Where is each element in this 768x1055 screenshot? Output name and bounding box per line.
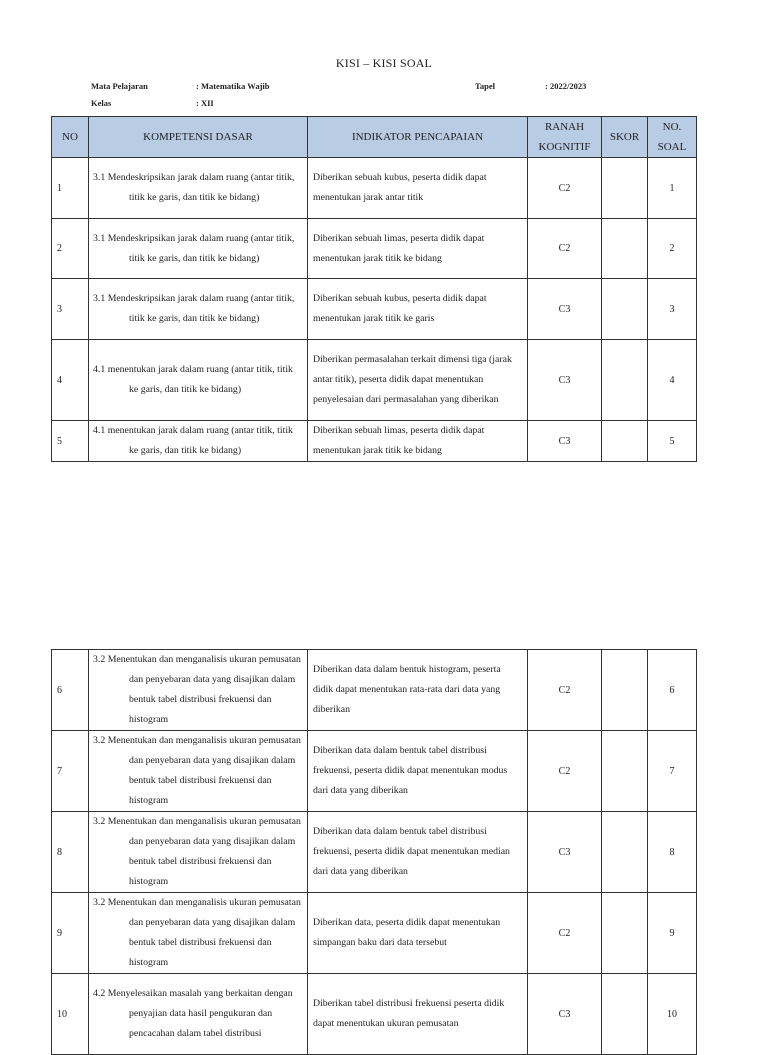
cell-no: 7: [52, 731, 89, 812]
cell-ranah: C3: [528, 812, 602, 893]
table-row: [52, 340, 697, 421]
cell-skor: [602, 421, 648, 462]
cell-indikator: Diberikan sebuah kubus, peserta didik dapat menentukan jarak antar titik: [308, 158, 528, 219]
table-row: [52, 974, 697, 1055]
cell-no-soal: 8: [648, 812, 697, 893]
header-indikator: INDIKATOR PENCAPAIAN: [308, 117, 528, 158]
year-label: Tapel: [475, 81, 496, 91]
cell-no: 1: [52, 158, 89, 219]
class-value: : XII: [196, 98, 214, 108]
table-row: [52, 731, 697, 812]
cell-kompetensi: 3.2 Menentukan dan menganalisis ukuran pemusatan dan penyebaran data yang disajikan dalam bentuk tabel distribusi frekuensi dan histogram: [89, 650, 308, 731]
cell-skor: [602, 650, 648, 731]
document-title: KISI – KISI SOAL: [335, 56, 433, 70]
table-row: [52, 158, 697, 219]
cell-kompetensi: 3.2 Menentukan dan menganalisis ukuran pemusatan dan penyebaran data yang disajikan dalam bentuk tabel distribusi frekuensi dan histogram: [89, 893, 308, 974]
cell-ranah: C2: [528, 893, 602, 974]
table-row: [52, 893, 697, 974]
cell-indikator: Diberikan tabel distribusi frekuensi peserta didik dapat menentukan ukuran pemusatan: [308, 974, 528, 1055]
table-row: [52, 421, 697, 462]
cell-no-soal: 2: [648, 219, 697, 279]
cell-no: 2: [52, 219, 89, 279]
cell-ranah: C3: [528, 421, 602, 462]
grid-table-page-2: [51, 649, 697, 1055]
cell-indikator: Diberikan data dalam bentuk tabel distribusi frekuensi, peserta didik dapat menentukan median dari data yang diberikan: [308, 812, 528, 893]
cell-no: 8: [52, 812, 89, 893]
class-label: Kelas: [91, 98, 112, 108]
year-value: : 2022/2023: [545, 81, 587, 91]
cell-ranah: C3: [528, 340, 602, 421]
cell-kompetensi: 4.1 menentukan jarak dalam ruang (antar titik, titik ke garis, dan titik ke bidang): [89, 421, 308, 462]
cell-ranah: C2: [528, 650, 602, 731]
cell-ranah: C2: [528, 219, 602, 279]
cell-no-soal: 4: [648, 340, 697, 421]
cell-no: 6: [52, 650, 89, 731]
cell-indikator: Diberikan data, peserta didik dapat menentukan simpangan baku dari data tersebut: [308, 893, 528, 974]
cell-no-soal: 5: [648, 421, 697, 462]
header-no: NO: [52, 117, 89, 158]
header-ranah-kognitif: RANAH KOGNITIF: [528, 117, 602, 158]
cell-kompetensi: 3.1 Mendeskripsikan jarak dalam ruang (antar titik, titik ke garis, dan titik ke bidang): [89, 279, 308, 340]
cell-no: 5: [52, 421, 89, 462]
cell-skor: [602, 158, 648, 219]
cell-no-soal: 3: [648, 279, 697, 340]
cell-no-soal: 9: [648, 893, 697, 974]
cell-no: 3: [52, 279, 89, 340]
header-skor: SKOR: [602, 117, 648, 158]
cell-kompetensi: 3.2 Menentukan dan menganalisis ukuran pemusatan dan penyebaran data yang disajikan dalam bentuk tabel distribusi frekuensi dan histogram: [89, 731, 308, 812]
cell-skor: [602, 731, 648, 812]
cell-skor: [602, 279, 648, 340]
table-row: [52, 812, 697, 893]
grid-table-page-1: [51, 116, 697, 462]
cell-indikator: Diberikan data dalam bentuk histogram, peserta didik dapat menentukan rata-rata dari data yang diberikan: [308, 650, 528, 731]
cell-ranah: C3: [528, 974, 602, 1055]
cell-no: 9: [52, 893, 89, 974]
subject-label: Mata Pelajaran: [91, 81, 148, 91]
cell-skor: [602, 893, 648, 974]
cell-kompetensi: 3.1 Mendeskripsikan jarak dalam ruang (antar titik, titik ke garis, dan titik ke bidang): [89, 158, 308, 219]
header-no-soal: NO. SOAL: [648, 117, 697, 158]
cell-skor: [602, 340, 648, 421]
cell-no-soal: 10: [648, 974, 697, 1055]
cell-kompetensi: 3.1 Mendeskripsikan jarak dalam ruang (antar titik, titik ke garis, dan titik ke bidang): [89, 219, 308, 279]
cell-kompetensi: 4.1 menentukan jarak dalam ruang (antar titik, titik ke garis, dan titik ke bidang): [89, 340, 308, 421]
header-kompetensi-dasar: KOMPETENSI DASAR: [89, 117, 308, 158]
cell-kompetensi: 4.2 Menyelesaikan masalah yang berkaitan dengan penyajian data hasil pengukuran dan pencacahan dalam tabel distribusi: [89, 974, 308, 1055]
cell-ranah: C3: [528, 279, 602, 340]
cell-no-soal: 1: [648, 158, 697, 219]
cell-ranah: C2: [528, 731, 602, 812]
cell-kompetensi: 3.2 Menentukan dan menganalisis ukuran pemusatan dan penyebaran data yang disajikan dalam bentuk tabel distribusi frekuensi dan histogram: [89, 812, 308, 893]
cell-indikator: Diberikan sebuah limas, peserta didik dapat menentukan jarak titik ke bidang: [308, 219, 528, 279]
cell-no-soal: 6: [648, 650, 697, 731]
table-row: [52, 279, 697, 340]
cell-skor: [602, 219, 648, 279]
cell-indikator: Diberikan sebuah kubus, peserta didik dapat menentukan jarak titik ke garis: [308, 279, 528, 340]
table-row: [52, 219, 697, 279]
cell-indikator: Diberikan sebuah limas, peserta didik dapat menentukan jarak titik ke bidang: [308, 421, 528, 462]
cell-no: 4: [52, 340, 89, 421]
cell-indikator: Diberikan permasalahan terkait dimensi tiga (jarak antar titik), peserta didik dapat menentukan penyelesaian dari permasalahan yang diberikan: [308, 340, 528, 421]
table-row: [52, 650, 697, 731]
subject-value: : Matematika Wajib: [196, 81, 270, 91]
cell-ranah: C2: [528, 158, 602, 219]
cell-skor: [602, 812, 648, 893]
cell-no: 10: [52, 974, 89, 1055]
cell-no-soal: 7: [648, 731, 697, 812]
table-header-row: [52, 117, 697, 158]
cell-indikator: Diberikan data dalam bentuk tabel distribusi frekuensi, peserta didik dapat menentukan modus dari data yang diberikan: [308, 731, 528, 812]
cell-skor: [602, 974, 648, 1055]
